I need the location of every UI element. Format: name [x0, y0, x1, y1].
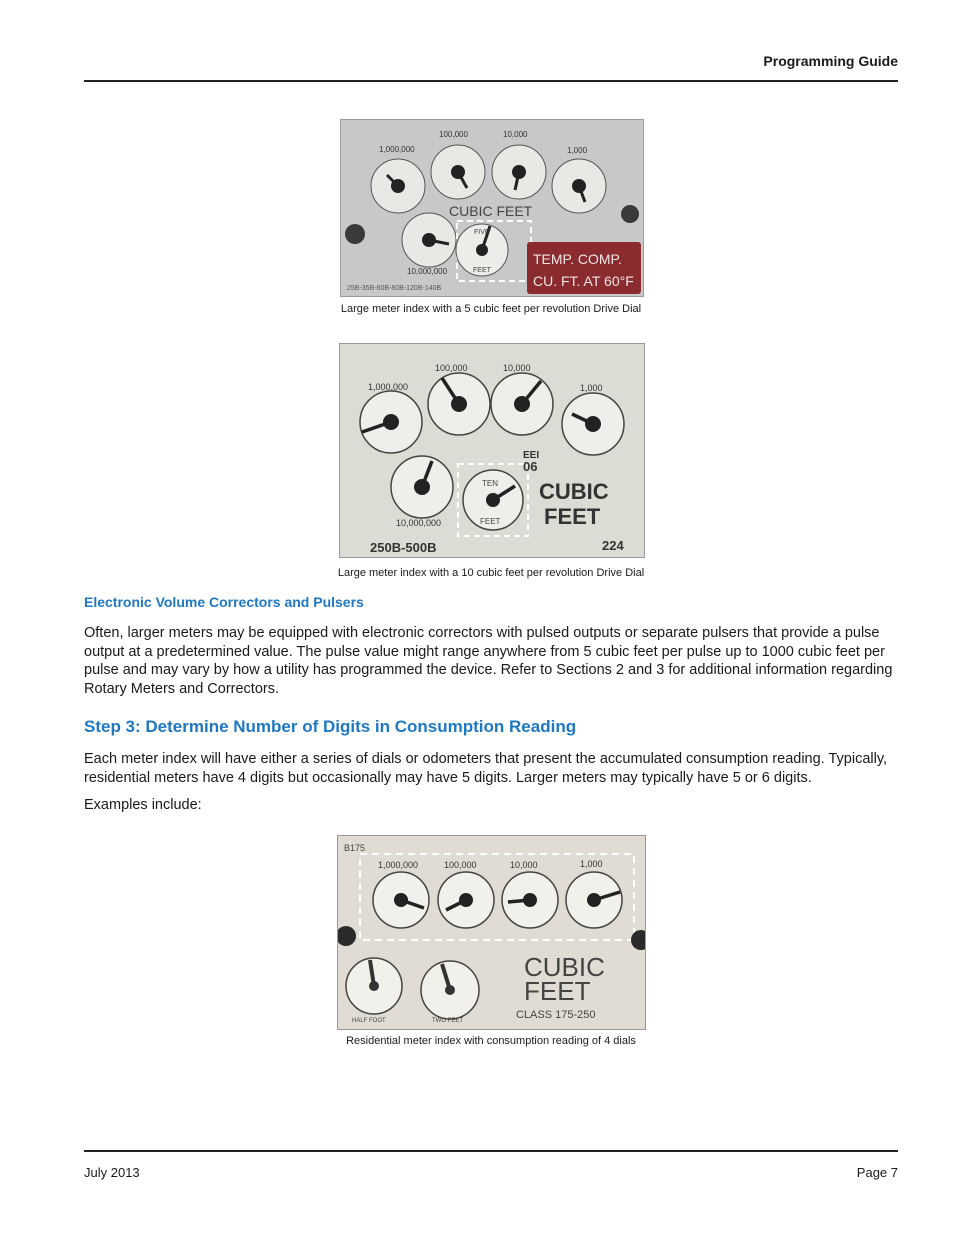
- figure-caption: Large meter index with a 5 cubic feet per revolution Drive Dial: [340, 303, 642, 315]
- header-rule: [84, 80, 898, 82]
- running-header-title: Programming Guide: [763, 53, 898, 69]
- meter-dial: [402, 213, 456, 267]
- meter-dial: [373, 872, 429, 928]
- meter-dial: [562, 393, 624, 455]
- dial-label: 1,000,000: [378, 860, 419, 870]
- step-paragraph: Each meter index will have either a series of dials or odometers that present the accumulated consumption reading. Typically, residential meters have 4 digits but occasionally may have 5 digits. Larger meters may typically have 5 or 6 digits.: [84, 751, 888, 786]
- dial-label: 10,000: [503, 130, 528, 139]
- test-dial-two-feet: [421, 961, 479, 1019]
- badge-line: CU. FT. AT 60°F: [533, 273, 634, 289]
- feet-label: FEET: [524, 976, 591, 1006]
- footer-page-number: Page 7: [856, 1165, 898, 1180]
- meter-dial: [566, 872, 622, 928]
- figure-caption: Large meter index with a 10 cubic feet per revolution Drive Dial: [337, 567, 645, 579]
- meter-dial: [552, 159, 606, 213]
- mounting-hole: [345, 224, 365, 244]
- meter-dial: [428, 373, 490, 435]
- meter-dial: [371, 159, 425, 213]
- drive-dial-text: FEET: [473, 267, 491, 274]
- dial-label: 10,000: [510, 860, 538, 870]
- serial-number: 224: [602, 538, 624, 553]
- cubic-label: CUBIC: [539, 479, 609, 504]
- feet-label: FEET: [544, 504, 601, 529]
- model-marking: B175: [344, 843, 366, 853]
- small-marking: EEI: [523, 450, 540, 461]
- dial-label: 1,000: [580, 859, 603, 869]
- dial-label: 100,000: [444, 860, 477, 870]
- mounting-hole: [621, 205, 639, 223]
- test-dial-label: TWO FEET: [432, 1018, 463, 1024]
- meter-dial: [360, 391, 422, 453]
- section-subheading: Electronic Volume Correctors and Pulsers: [84, 594, 364, 610]
- meter-dial: [438, 872, 494, 928]
- figure-residential-meter: [337, 835, 646, 1030]
- dial-label: 10,000,000: [407, 267, 448, 276]
- meter-dial: [391, 456, 453, 518]
- figure-meter-five-cubic-feet: [340, 119, 644, 297]
- figure-caption: Residential meter index with consumption reading of 4 dials: [346, 1035, 636, 1047]
- dial-label: 100,000: [435, 363, 468, 373]
- cubic-feet-label: CUBIC FEET: [449, 203, 533, 219]
- dial-label: 10,000: [503, 363, 531, 373]
- dial-label: 10,000,000: [396, 518, 442, 528]
- model-numbers: 25B-35B-60B-80B-120B-140B: [347, 285, 442, 292]
- figure-meter-ten-cubic-feet: [339, 343, 645, 558]
- test-dial-label: HALF FOOT: [352, 1018, 386, 1024]
- cubic-label: CUBIC: [524, 952, 605, 982]
- dial-label: 100,000: [439, 130, 468, 139]
- model-numbers: 250B-500B: [370, 540, 437, 555]
- dial-label: 1,000,000: [368, 382, 409, 392]
- dial-label: 1,000,000: [379, 145, 415, 154]
- drive-dial-text: FEET: [480, 517, 501, 526]
- footer-rule: [84, 1150, 898, 1152]
- dial-label: 1,000: [580, 383, 603, 393]
- section-paragraph: Often, larger meters may be equipped with electronic correctors with pulsed outputs or separate pulsers that provide a pulse output at a predetermined value. The pulse value might range anywhere from 5 cubic feet per pulse up to 1000 cubic feet per pulse and may vary by how a utility has programmed the device. Refer to Sections 2 and 3 for additional information regarding Rotary Meters and Correctors.: [84, 625, 893, 698]
- drive-dial-text: FIVE: [474, 229, 490, 236]
- meter-dial: [491, 373, 553, 435]
- meter-dial: [502, 872, 558, 928]
- examples-label: Examples include:: [84, 797, 202, 813]
- meter-dial: [492, 145, 546, 199]
- footer-date: July 2013: [84, 1165, 140, 1180]
- small-marking: 06: [523, 459, 538, 474]
- class-label: CLASS 175-250: [516, 1009, 596, 1021]
- meter-dial: [431, 145, 485, 199]
- test-dial-half-foot: [346, 958, 402, 1014]
- badge-line: TEMP. COMP.: [533, 251, 622, 267]
- dial-label: 1,000: [567, 146, 588, 155]
- drive-dial-text: TEN: [482, 479, 498, 488]
- step-heading: Step 3: Determine Number of Digits in Consumption Reading: [84, 717, 577, 736]
